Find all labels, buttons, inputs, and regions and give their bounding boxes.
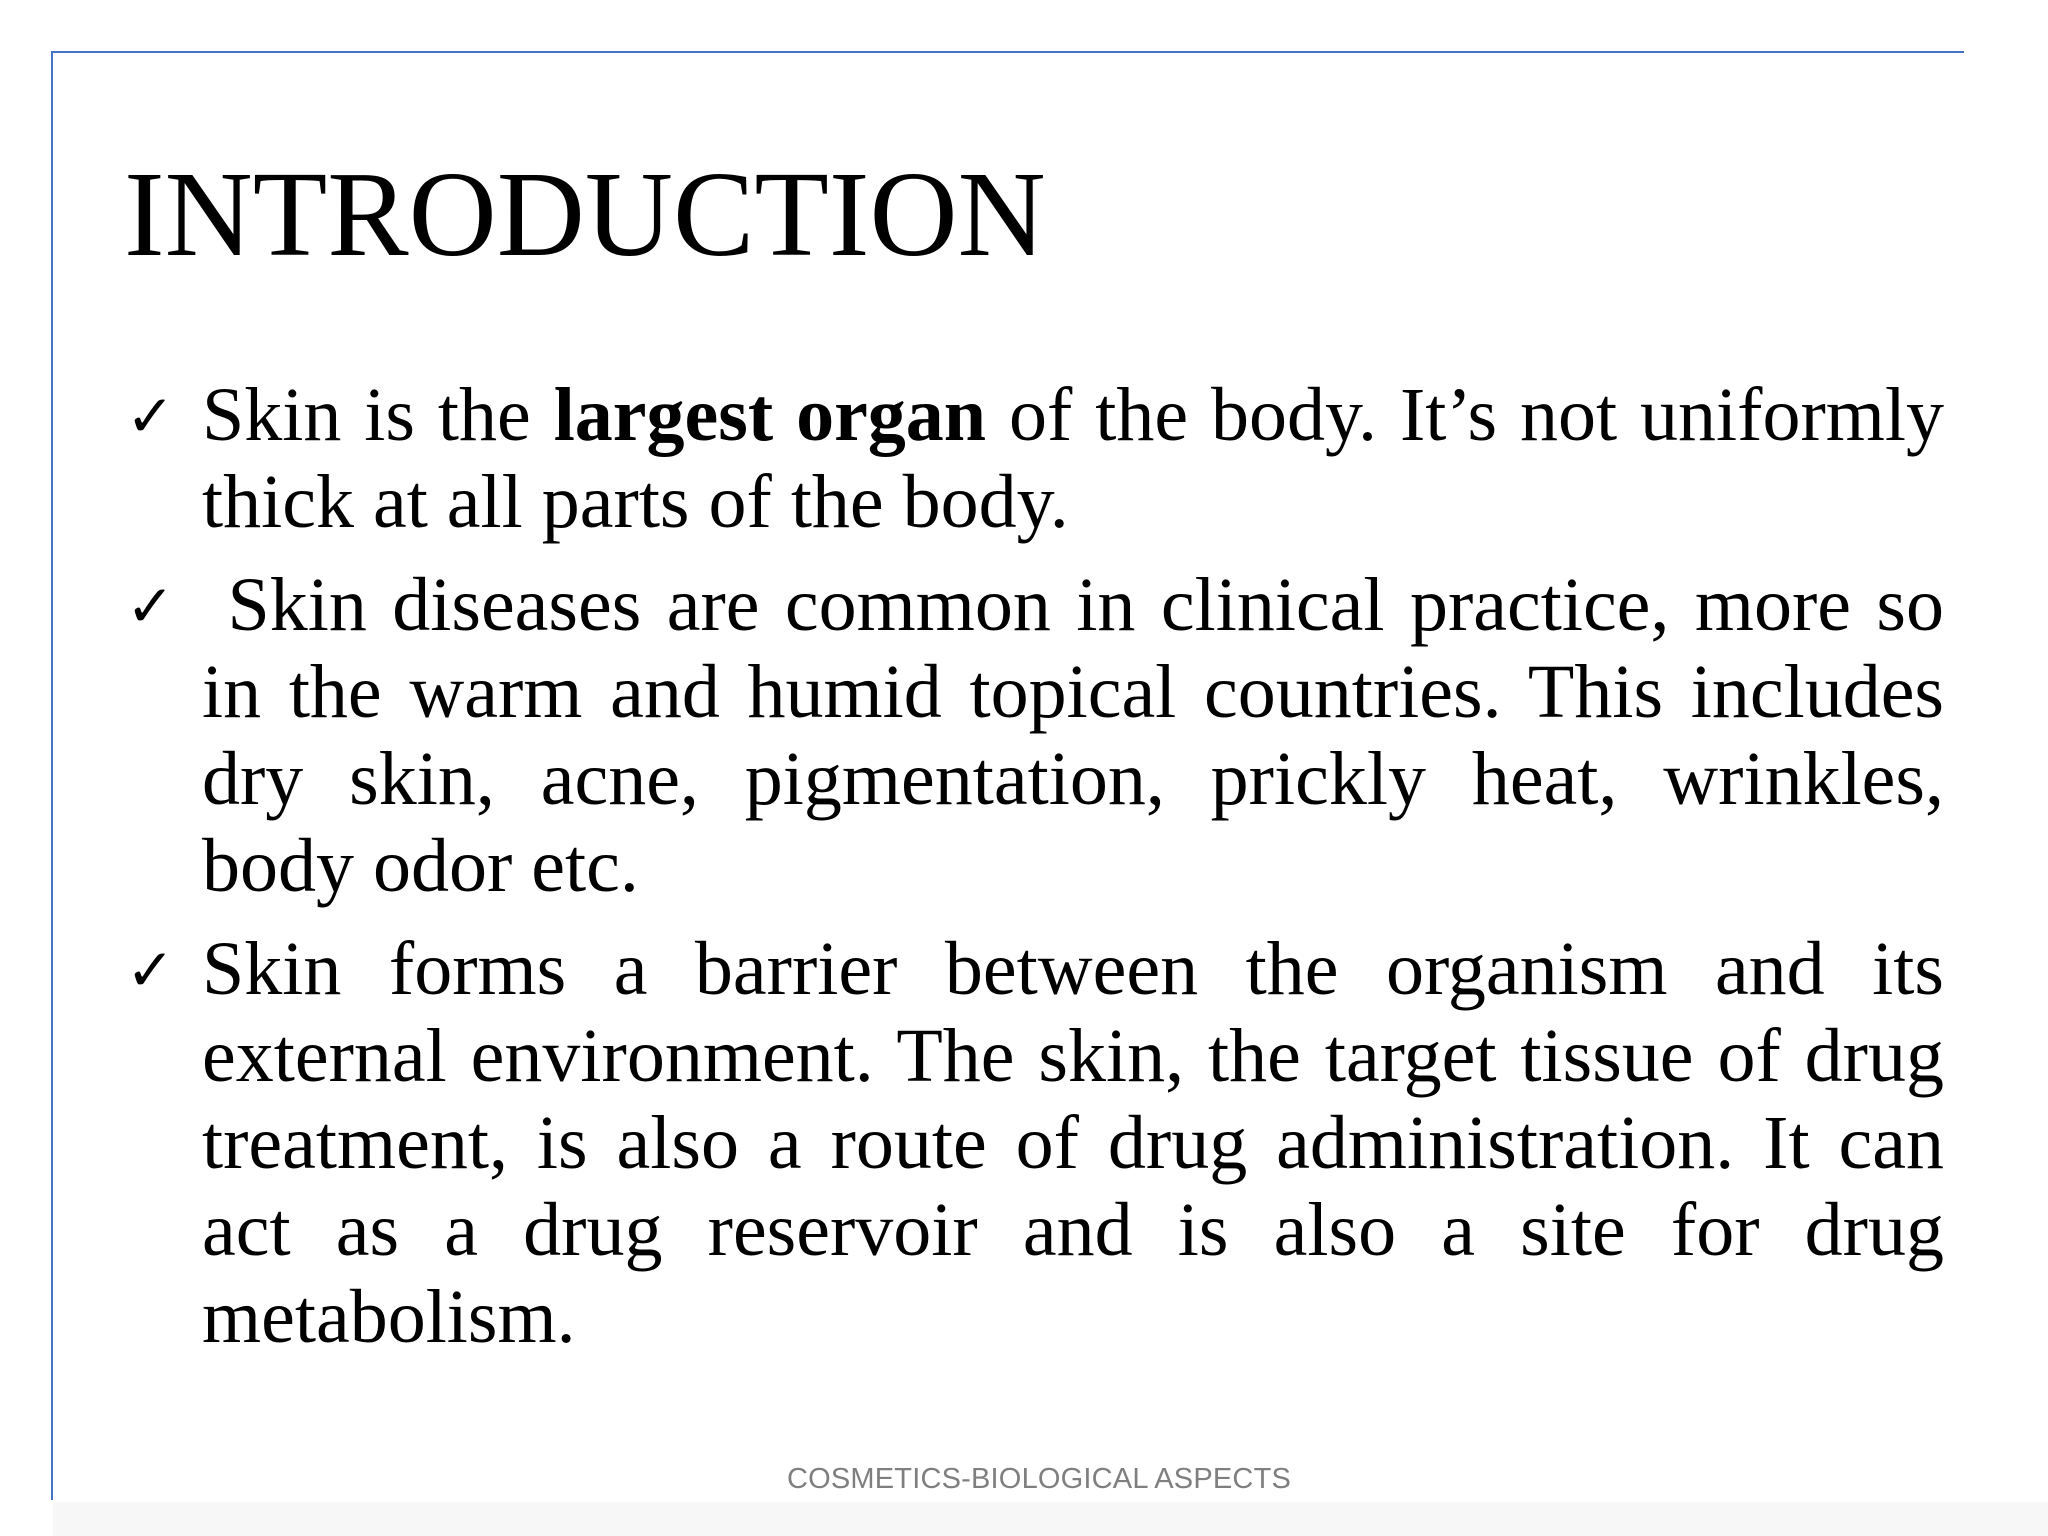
bullet-text-before: Skin is the bbox=[202, 373, 554, 457]
slide-title: INTRODUCTION bbox=[124, 147, 1046, 282]
checkmark-icon: ✓ bbox=[126, 936, 175, 1004]
bullet-item bbox=[126, 372, 1944, 546]
bullet-text: Skin forms a barrier between the organism and its external environment. The skin, the target tissue of drug treatment, is also a route of drug administration. It can act as a drug reservoir and is also a site for drug metabolism. bbox=[202, 927, 1944, 1359]
checkmark-icon: ✓ bbox=[126, 572, 175, 640]
bullet-text: Skin diseases are common in clinical practice, more so in the warm and humid topical countries. This includes dry skin, acne, pigmentation, prickly heat, wrinkles, body odor etc. bbox=[202, 563, 1964, 908]
bullet-text bbox=[202, 372, 1944, 546]
slide-footer: COSMETICS-BIOLOGICAL ASPECTS bbox=[786, 1463, 1292, 1495]
frame-left-line bbox=[51, 51, 53, 1500]
bullet-item bbox=[126, 926, 1944, 1361]
checkmark-icon: ✓ bbox=[126, 382, 175, 450]
bullet-text-after: of the body. It’s not uniformly thick at all parts of the body. bbox=[202, 373, 1945, 544]
frame-top-line bbox=[52, 51, 1964, 53]
bullet-list bbox=[126, 372, 1964, 1377]
bottom-band bbox=[53, 1502, 2048, 1536]
bullet-item bbox=[126, 562, 1964, 910]
bullet-text-bold: largest organ bbox=[553, 373, 987, 457]
